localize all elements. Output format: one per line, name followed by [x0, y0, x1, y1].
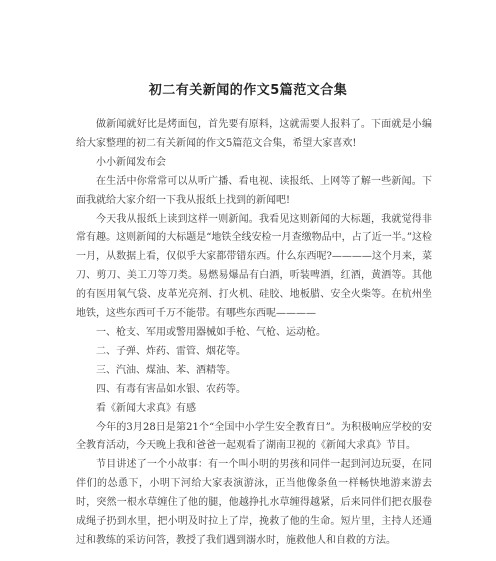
- document-body: [76, 116, 432, 551]
- body-paragraph: 在生活中你常常可以从听广播、看电视、读报纸、上网等了解一些新闻。下面我就给大家介绍一下我从报纸上找到的新闻吧!: [76, 175, 432, 206]
- body-paragraph: 今天我从报纸上读到这样一则新闻。我看见这则新闻的大标题，我就觉得非常有趣。这则新闻的大标题是“地铁全线安检一月查缴物品中，占了近一半。”这检一月，从数据上看，仅似乎大家都带错东西。什么东西呢?————这个月来，菜刀、剪刀、美工刀等刀类。易燃易爆品有白酒，听装啤酒，红酒，黄酒等。其他的有医用氧气袋、皮革光亮剂、打火机、硅胶、地板腊、安全火柴等。在杭州坐地铁，这些东西可千万不能带。有哪些东西呢————: [76, 213, 432, 320]
- list-item: 三、汽油、煤油、苯、酒精等。: [96, 364, 236, 376]
- section-heading: 看《新闻大求真》有感: [96, 402, 196, 414]
- body-paragraph: 今年的3月28日是第21个“全国中小学生安全教育日”。为积极响应学校的安全教育活动，今天晚上我和爸爸一起观看了湖南卫视的《新闻大求真》节目。: [76, 421, 432, 452]
- intro-paragraph: 做新闻就好比是烤面包，首先要有原料，这就需要人报料了。下面就是小编给大家整理的初二有关新闻的作文5篇范文合集，希望大家喜欢!: [76, 119, 432, 149]
- list-item: 四、有毒有害品如水银、农药等。: [96, 383, 246, 395]
- body-paragraph: 节目讲述了一个小故事：有一个叫小明的男孩和同伴一起到河边玩耍，在同伴们的怂恿下，小明下河给大家表演游泳，正当他像条鱼一样畅快地游来游去时，突然一根水草缠住了他的腿，他越挣扎水草缠得越紧，后来同伴们把衣服卷成绳子扔到水里，把小明及时拉上了岸，挽救了他的生命。短片里，主持人还通过和教练的采访问答，教授了我们遇到溺水时，施救他人和自救的方法。: [76, 459, 432, 546]
- list-item: 二、子弹、炸药、雷管、烟花等。: [96, 345, 246, 357]
- document-title: 初二有关新闻的作文5篇范文合集: [148, 83, 348, 98]
- list-item: 一、枪支、军用或警用器械如手枪、气枪、运动枪。: [96, 326, 326, 338]
- section-heading: 小小新闻发布会: [96, 156, 166, 168]
